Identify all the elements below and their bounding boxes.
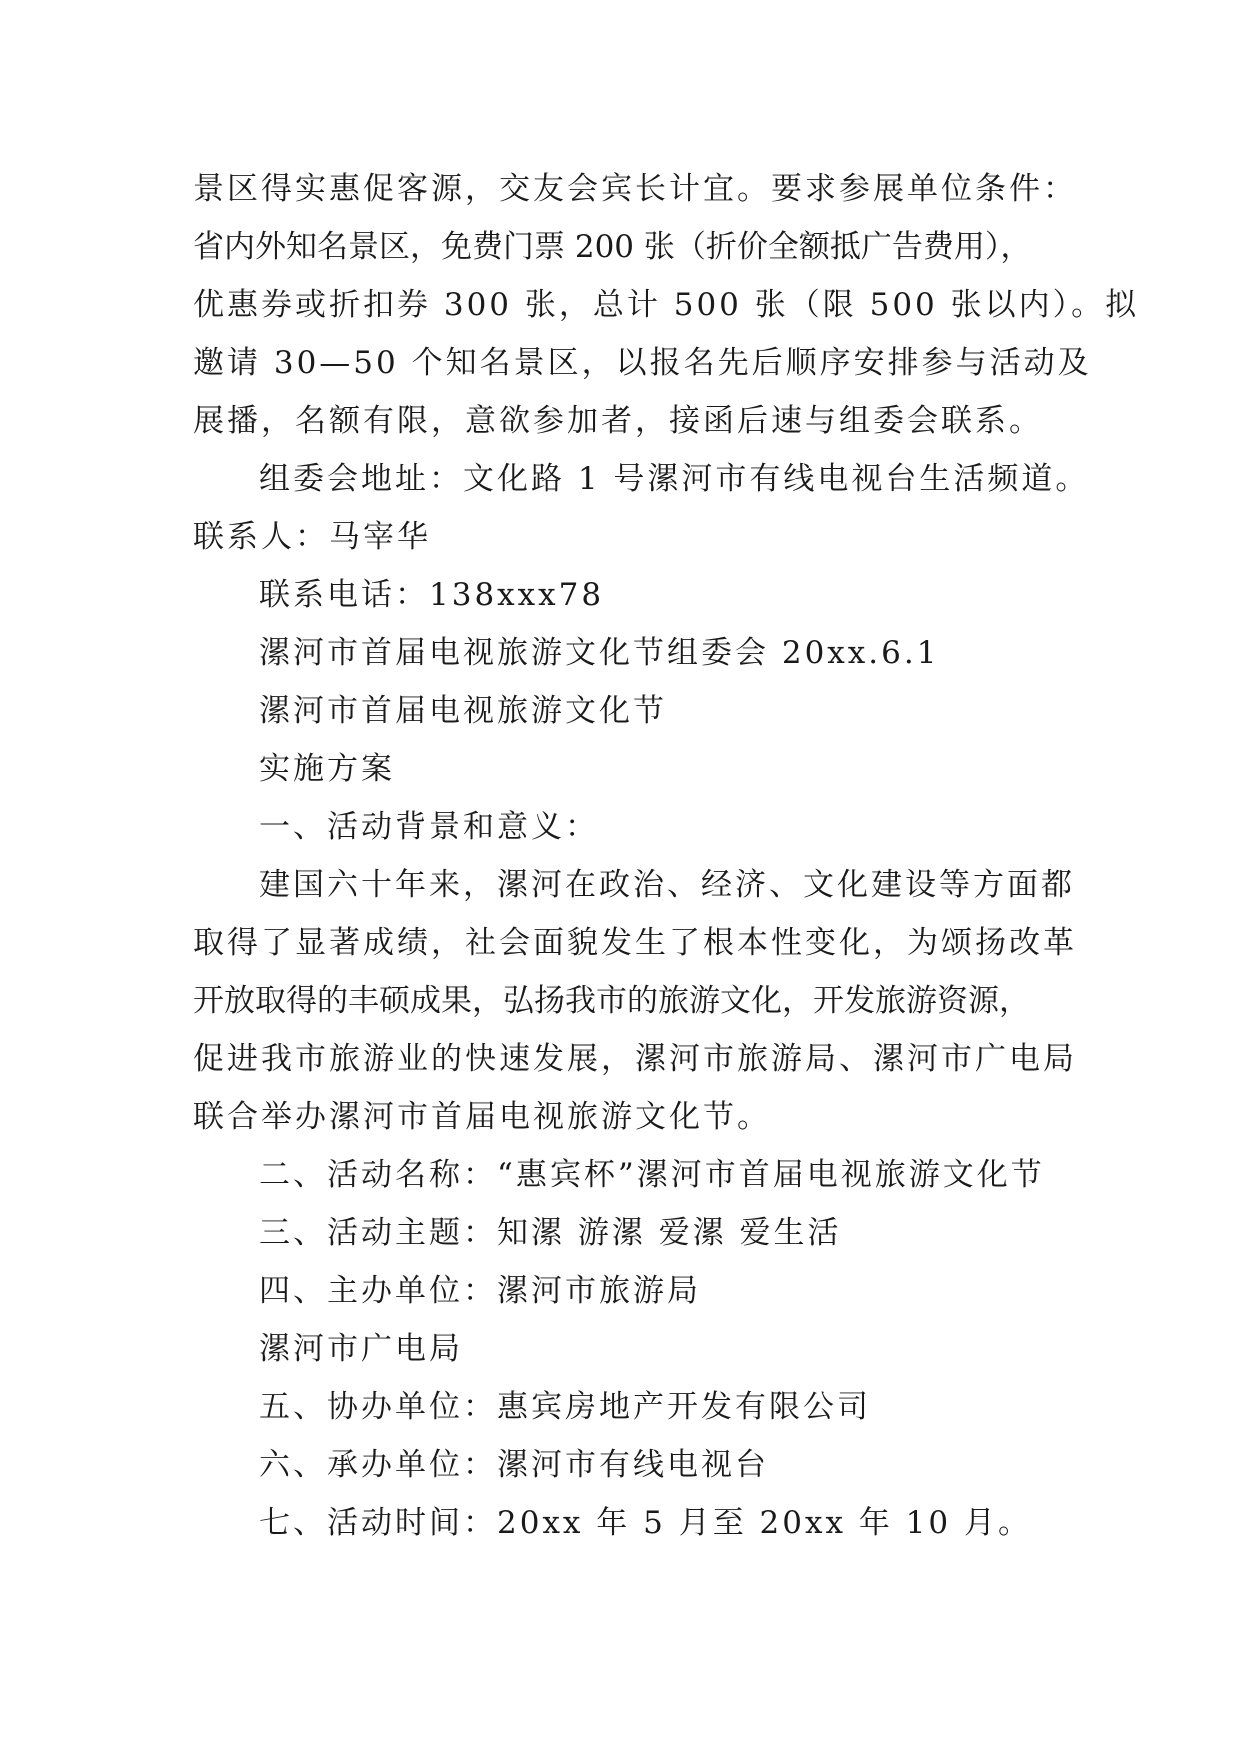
section-heading: 二、活动名称：“惠宾杯”漯河市首届电视旅游文化节 [259,1157,1045,1193]
text-line: 组委会地址：文化路 1 号漯河市有线电视台生活频道。 [259,461,1090,497]
text-line: 邀请 30—50 个知名景区，以报名先后顺序安排参与活动及 [193,345,1092,381]
section-heading: 一、活动背景和意义： [259,809,599,845]
text-line: 漯河市首届电视旅游文化节组委会 20xx.6.1 [259,635,940,671]
section-title: 漯河市首届电视旅游文化节 [259,693,667,729]
section-subtitle: 实施方案 [259,751,395,787]
text-line: 景区得实惠促客源，交友会宾长计宜。要求参展单位条件： [193,171,1077,207]
section-heading: 四、主办单位：漯河市旅游局 [259,1273,701,1309]
text-line: 建国六十年来，漯河在政治、经济、文化建设等方面都 [259,867,1075,903]
text-line: 开放取得的丰硕成果，弘扬我市的旅游文化，开发旅游资源， [193,983,1030,1019]
text-line: 展播，名额有限，意欲参加者，接函后速与组委会联系。 [193,403,1043,439]
text-line: 促进我市旅游业的快速发展，漯河市旅游局、漯河市广电局 [193,1041,1077,1077]
text-line: 联合举办漯河市首届电视旅游文化节。 [193,1099,771,1135]
text-line: 优惠券或折扣券 300 张，总计 500 张（限 500 张以内）。拟 [193,287,1140,323]
text-line: 联系电话：138xxx78 [259,577,605,613]
text-line: 省内外知名景区，免费门票 200 张（折价全额抵广告费用）， [193,229,1032,265]
text-line: 联系人：马宰华 [193,519,431,555]
section-heading: 七、活动时间：20xx 年 5 月至 20xx 年 10 月。 [259,1505,1032,1541]
text-line: 漯河市广电局 [259,1331,463,1367]
section-heading: 五、协办单位：惠宾房地产开发有限公司 [259,1389,871,1425]
document-body [193,160,1140,1552]
section-heading: 三、活动主题：知漯 游漯 爱漯 爱生活 [259,1215,842,1251]
text-line: 取得了显著成绩，社会面貌发生了根本性变化，为颂扬改革 [193,925,1077,961]
section-heading: 六、承办单位：漯河市有线电视台 [259,1447,769,1483]
